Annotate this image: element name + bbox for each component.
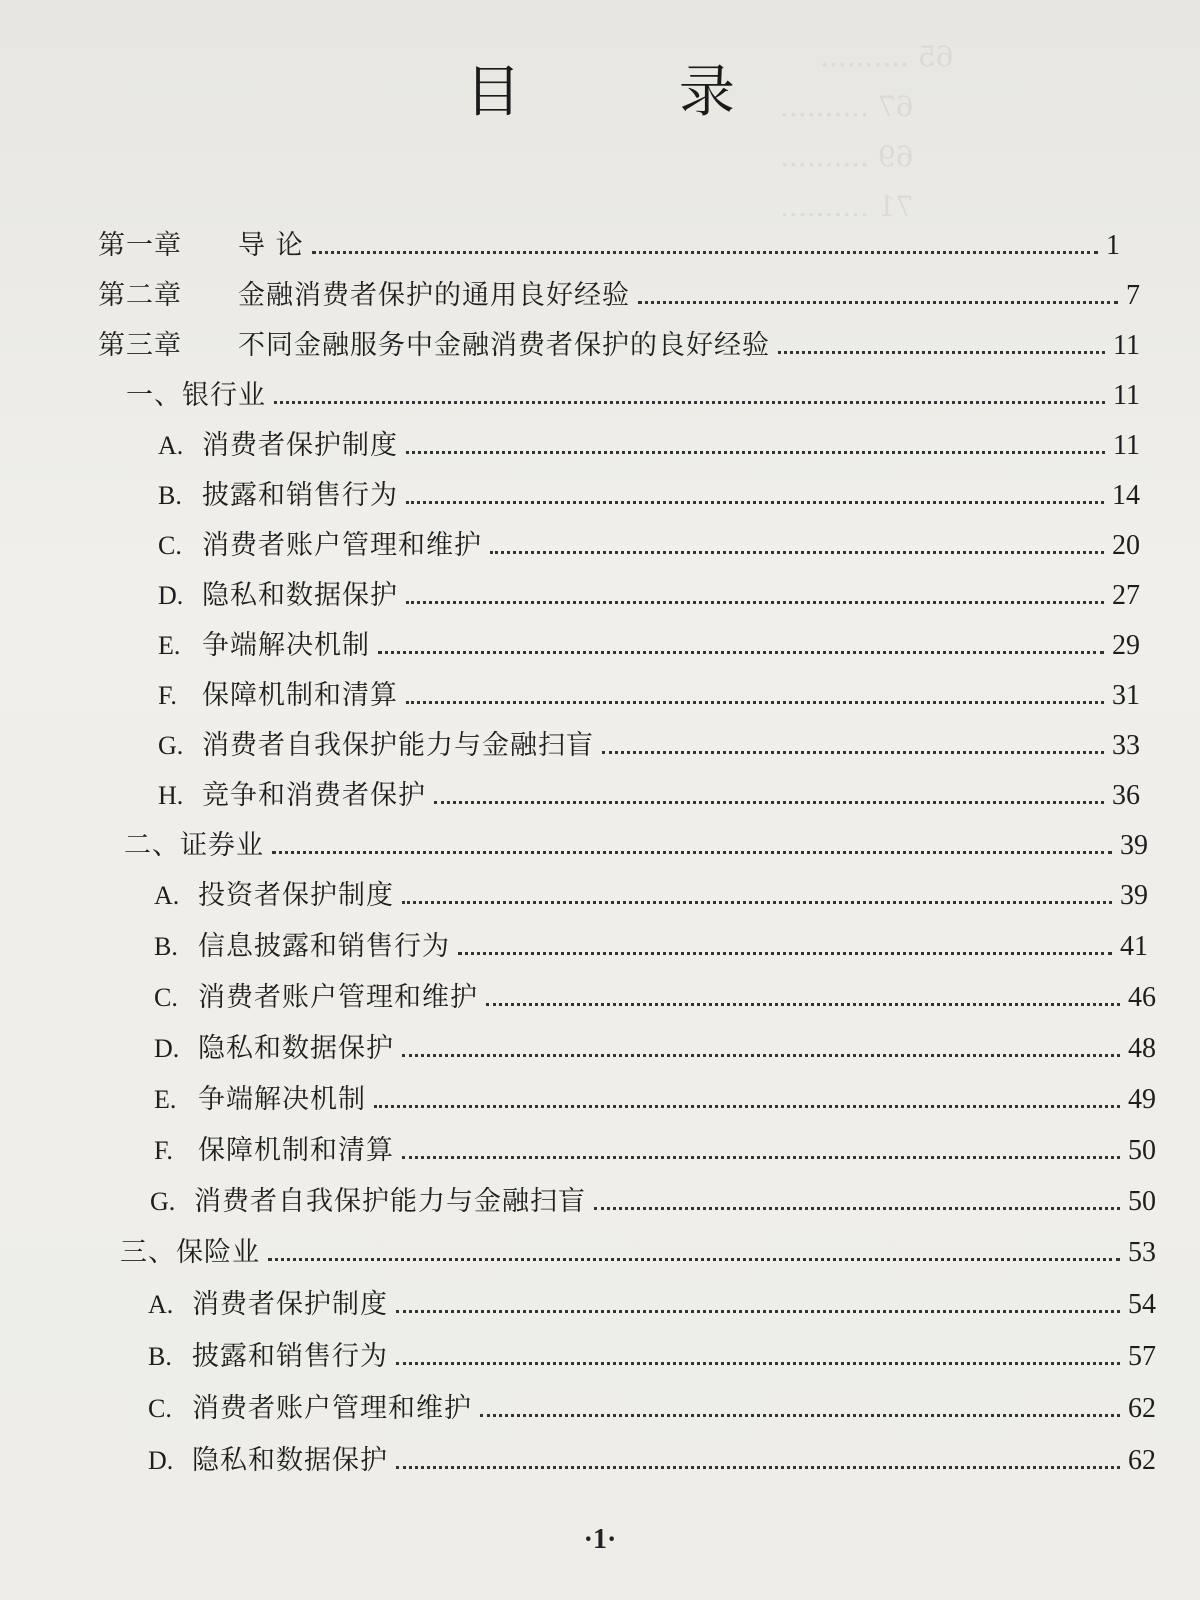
bleed-through-text: 65 .......... (820, 40, 954, 73)
item-title: 投资者保护制度 (198, 880, 394, 911)
page-number: 62 (1128, 1393, 1156, 1424)
dot-leader (490, 551, 1104, 554)
dot-leader (396, 1362, 1120, 1365)
item-letter: G. (150, 1187, 176, 1216)
item-title: 竞争和消费者保护 (202, 780, 426, 811)
item-title: 披露和销售行为 (202, 480, 398, 511)
item-letter: E. (158, 631, 181, 660)
page-number: 7 (1126, 280, 1140, 311)
item-title: 保障机制和清算 (202, 680, 398, 711)
dot-leader (458, 952, 1112, 955)
page-number: 33 (1112, 730, 1140, 761)
dot-leader (486, 1003, 1120, 1006)
toc-chapter-row[interactable] (98, 226, 1120, 266)
bleed-through-text: 67 .......... (780, 90, 914, 123)
item-letter: A. (154, 881, 180, 910)
section-title: 二、证券业 (124, 830, 264, 861)
item-letter: A. (158, 431, 184, 460)
page-number: 11 (1113, 380, 1140, 411)
dot-leader (480, 1414, 1120, 1417)
item-title: 消费者保护制度 (192, 1289, 388, 1320)
page-number: 39 (1120, 830, 1148, 861)
item-letter: H. (158, 781, 184, 810)
item-letter: D. (158, 581, 184, 610)
toc-item-row[interactable] (148, 1389, 1156, 1429)
item-title: 消费者自我保护能力与金融扫盲 (194, 1186, 586, 1217)
toc-item-row[interactable] (148, 1441, 1156, 1481)
dot-leader (406, 501, 1104, 504)
page-number: 62 (1128, 1445, 1156, 1476)
toc-item-row[interactable] (158, 526, 1140, 566)
dot-leader (374, 1105, 1120, 1108)
page-number: 50 (1128, 1135, 1156, 1166)
toc-item-row[interactable] (158, 426, 1140, 466)
page-number: 46 (1128, 982, 1156, 1013)
item-title: 隐私和数据保护 (202, 580, 398, 611)
toc-item-row[interactable] (148, 1337, 1156, 1377)
page-number: 54 (1128, 1289, 1156, 1320)
item-letter: C. (154, 983, 178, 1012)
toc-item-row[interactable] (154, 927, 1148, 967)
item-letter: G. (158, 731, 184, 760)
dot-leader (638, 301, 1118, 304)
dot-leader (378, 651, 1104, 654)
item-title: 消费者账户管理和维护 (192, 1393, 472, 1424)
item-title: 消费者自我保护能力与金融扫盲 (202, 730, 594, 761)
page-number: 29 (1112, 630, 1140, 661)
dot-leader (594, 1207, 1120, 1210)
chapter-title: 导 论 (238, 230, 304, 261)
dot-leader (274, 401, 1105, 404)
section-title: 一、银行业 (126, 380, 266, 411)
item-letter: B. (154, 932, 178, 961)
page-number: 36 (1112, 780, 1140, 811)
item-letter: B. (148, 1342, 172, 1371)
item-title: 争端解决机制 (198, 1084, 366, 1115)
page-number: 50 (1128, 1186, 1156, 1217)
chapter-title: 不同金融服务中金融消费者保护的良好经验 (238, 330, 770, 361)
toc-item-row[interactable] (158, 726, 1140, 766)
page-number: 11 (1113, 430, 1140, 461)
page-number: 11 (1113, 330, 1140, 361)
toc-item-row[interactable] (148, 1285, 1156, 1325)
dot-leader (396, 1466, 1120, 1469)
dot-leader (402, 901, 1112, 904)
chapter-number: 第二章 (98, 280, 182, 311)
chapter-title: 金融消费者保护的通用良好经验 (238, 280, 630, 311)
toc-item-row[interactable] (158, 626, 1140, 666)
section-title: 三、保险业 (120, 1237, 260, 1268)
item-title: 披露和销售行为 (192, 1341, 388, 1372)
item-letter: F. (158, 681, 177, 710)
toc-item-row[interactable] (158, 676, 1140, 716)
dot-leader (396, 1310, 1120, 1313)
item-letter: E. (154, 1085, 177, 1114)
page-number: 53 (1128, 1237, 1156, 1268)
toc-section-row[interactable] (126, 376, 1140, 416)
page-number: 41 (1120, 931, 1148, 962)
toc-section-row[interactable] (120, 1233, 1156, 1273)
toc-chapter-row[interactable] (98, 326, 1140, 366)
page-number: 14 (1112, 480, 1140, 511)
item-title: 消费者保护制度 (202, 430, 398, 461)
page-number: 48 (1128, 1033, 1156, 1064)
item-title: 消费者账户管理和维护 (198, 982, 478, 1013)
item-title: 信息披露和销售行为 (198, 931, 450, 962)
dot-leader (406, 451, 1105, 454)
item-title: 隐私和数据保护 (192, 1445, 388, 1476)
chapter-number: 第三章 (98, 330, 182, 361)
page-number: 1 (1106, 230, 1120, 261)
item-letter: C. (158, 531, 182, 560)
dot-leader (402, 1156, 1120, 1159)
chapter-number: 第一章 (98, 230, 182, 261)
item-title: 隐私和数据保护 (198, 1033, 394, 1064)
page-number: 49 (1128, 1084, 1156, 1115)
toc-item-row[interactable] (154, 978, 1156, 1018)
item-letter: D. (154, 1034, 180, 1063)
page-number: 31 (1112, 680, 1140, 711)
dot-leader (312, 251, 1098, 254)
item-title: 争端解决机制 (202, 630, 370, 661)
item-title: 保障机制和清算 (198, 1135, 394, 1166)
item-letter: D. (148, 1446, 174, 1475)
toc-item-row[interactable] (150, 1182, 1156, 1222)
dot-leader (406, 601, 1104, 604)
page-title: 目 录 (465, 60, 805, 125)
page-number: 57 (1128, 1341, 1156, 1372)
item-letter: F. (154, 1136, 173, 1165)
page-footer-number: ·1· (583, 1524, 617, 1555)
item-letter: C. (148, 1394, 172, 1423)
toc-chapter-row[interactable] (98, 276, 1140, 316)
item-title: 消费者账户管理和维护 (202, 530, 482, 561)
dot-leader (268, 1258, 1120, 1261)
dot-leader (434, 801, 1104, 804)
toc-section-row[interactable] (124, 826, 1148, 866)
item-letter: B. (158, 481, 182, 510)
bleed-through-text: 69 .......... (780, 140, 914, 173)
dot-leader (406, 701, 1104, 704)
toc-item-row[interactable] (154, 1029, 1156, 1069)
page-number: 27 (1112, 580, 1140, 611)
dot-leader (402, 1054, 1120, 1057)
toc-item-row[interactable] (154, 1131, 1156, 1171)
dot-leader (272, 851, 1112, 854)
dot-leader (602, 751, 1104, 754)
toc-item-row[interactable] (154, 1080, 1156, 1120)
page-number: 39 (1120, 880, 1148, 911)
item-letter: A. (148, 1290, 174, 1319)
bleed-through-text: 71 .......... (780, 190, 914, 223)
toc-item-row[interactable] (154, 876, 1148, 916)
toc-item-row[interactable] (158, 576, 1140, 616)
page-number: 20 (1112, 530, 1140, 561)
toc-item-row[interactable] (158, 776, 1140, 816)
dot-leader (778, 351, 1105, 354)
toc-item-row[interactable] (158, 476, 1140, 516)
